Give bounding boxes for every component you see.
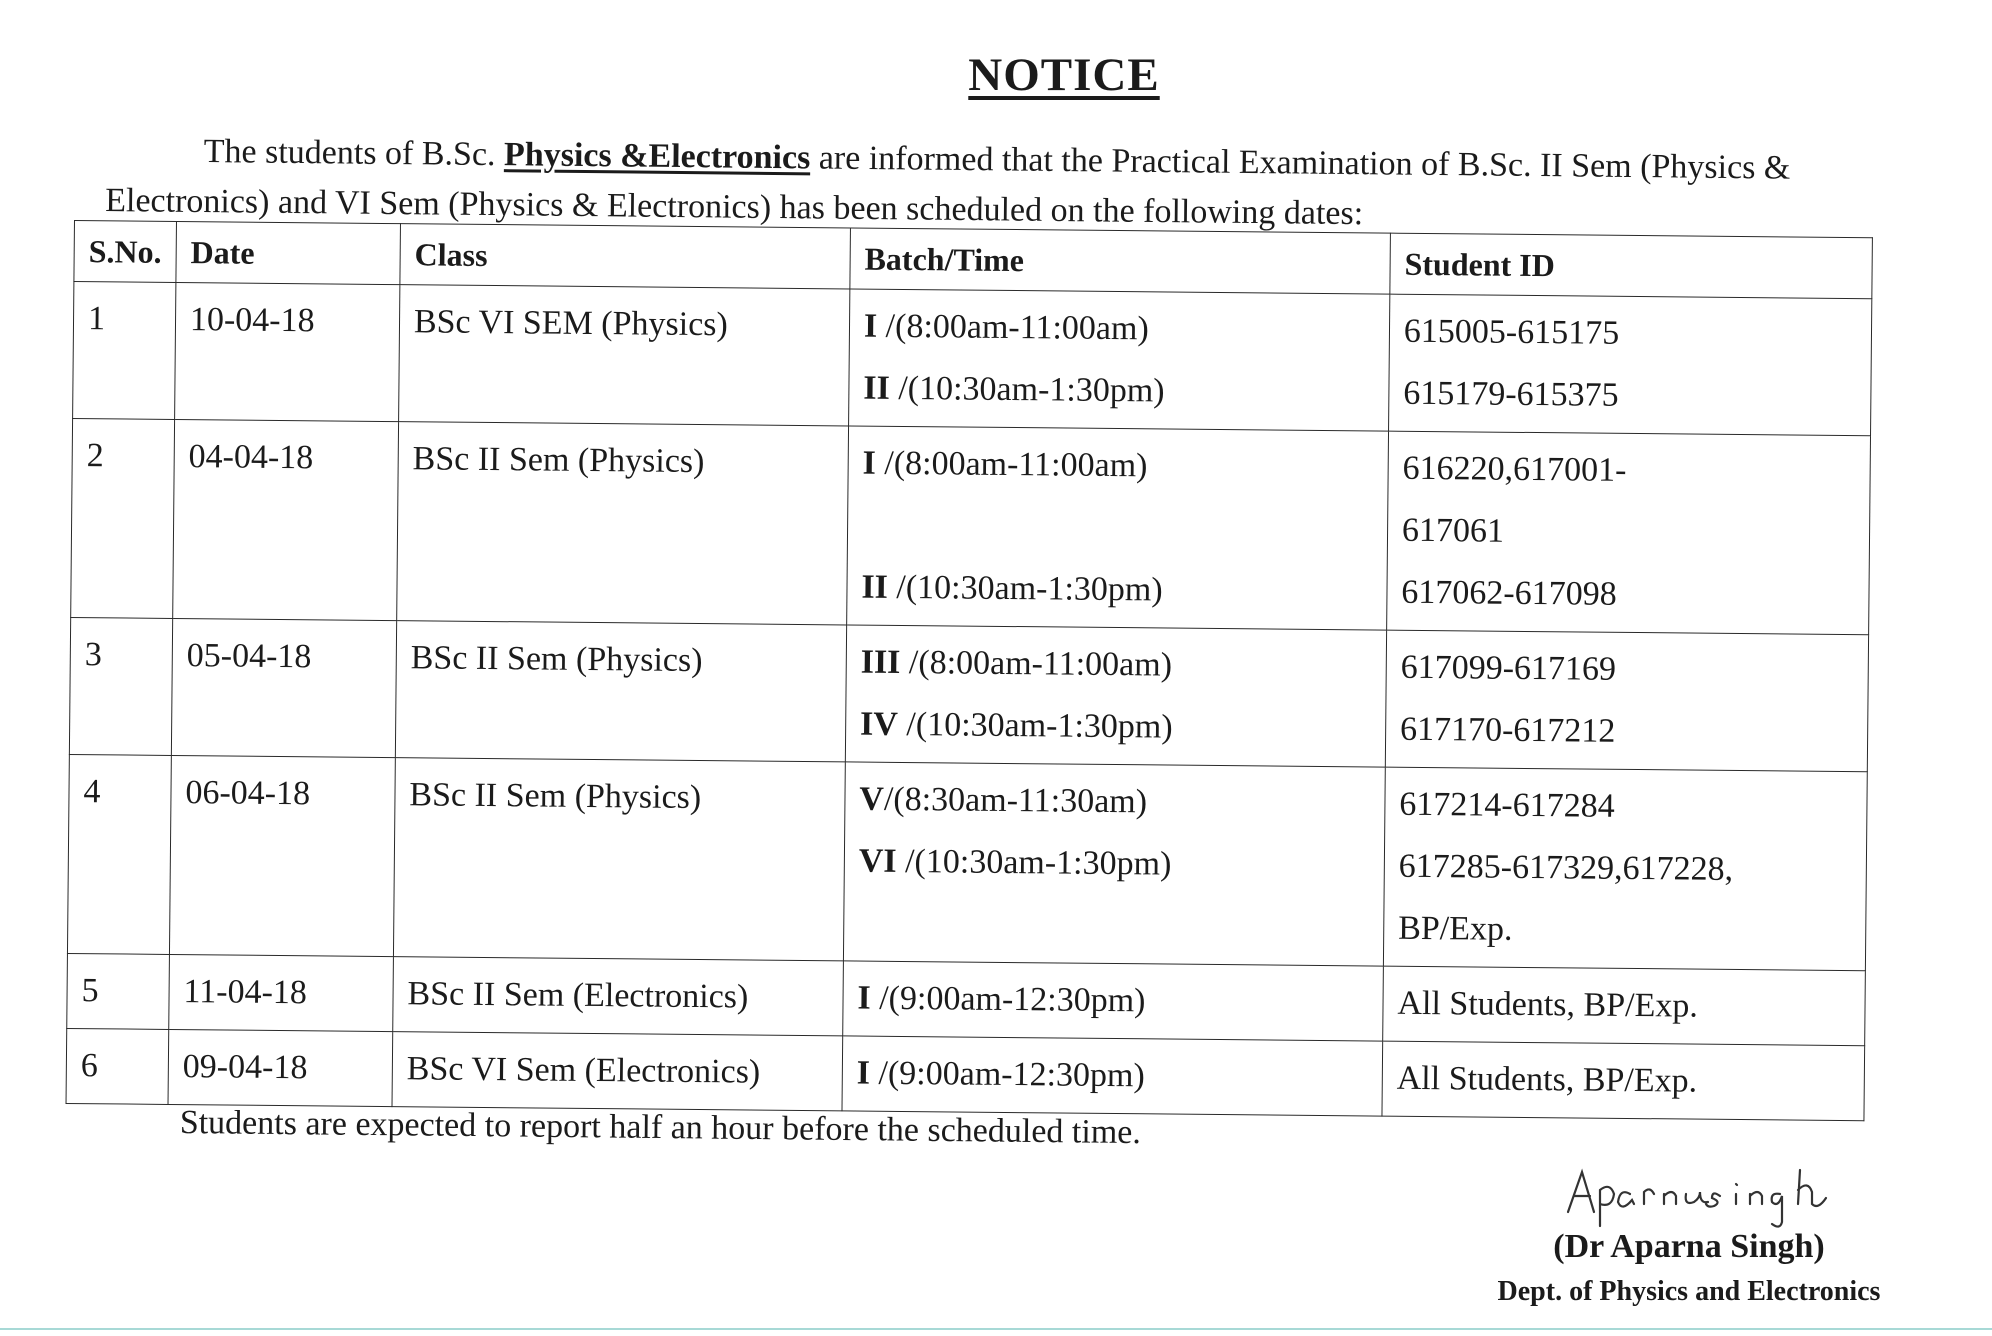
cell-date: 06-04-18: [169, 755, 395, 956]
intro-body: are informed that the Practical Examination of B.Sc. II Sem (Physics & Electronics) and VI Sem (Physics & Electronics) has been scheduled on the following dates:: [105, 139, 1791, 233]
student-id-range: 617285-617329,617228,: [1398, 847, 1734, 888]
batch-line: [864, 296, 1376, 363]
cell-class: BSc II Sem (Electronics): [393, 957, 844, 1036]
cell-class: BSc II Sem (Physics): [393, 758, 845, 961]
cell-batch-time: [847, 426, 1389, 630]
cell-date: 04-04-18: [173, 419, 399, 620]
student-id-range: BP/Exp.: [1397, 909, 1513, 948]
cell-student-id: [1382, 1041, 1865, 1121]
cell-class: BSc II Sem (Physics): [397, 422, 849, 625]
cell-sno: 2: [71, 418, 175, 618]
header-class: Class: [400, 224, 851, 289]
table-row: [71, 418, 1871, 634]
cell-sno: 1: [73, 282, 176, 420]
student-id-range: 615179-615375: [1403, 374, 1619, 414]
batch-number: II: [861, 568, 889, 606]
batch-time: /(10:30am-1:30pm): [889, 369, 1165, 410]
cell-batch-time: [842, 1036, 1383, 1116]
batch-number: I: [856, 1054, 871, 1092]
batch-line: [861, 557, 1373, 624]
signatory-name: (Dr Aparna Singh): [1553, 1228, 1825, 1265]
header-student-id: Student ID: [1390, 233, 1873, 299]
batch-line: [859, 769, 1371, 836]
cell-sno: 3: [69, 617, 172, 755]
notice-title: NOTICE: [968, 49, 1160, 101]
schedule-table: [66, 220, 1873, 1121]
batch-time: /(8:00am-11:00am): [875, 444, 1148, 485]
batch-number: I: [857, 979, 871, 1017]
cell-class: BSc II Sem (Physics): [395, 621, 846, 762]
batch-line: [863, 358, 1375, 425]
batch-time: /(9:00am-12:30pm): [870, 979, 1146, 1020]
batch-number: I: [862, 444, 877, 482]
table-row: [69, 617, 1868, 771]
header-date: Date: [176, 221, 401, 284]
cell-student-id: [1388, 294, 1871, 436]
batch-time: /(8:00am-11:00am): [900, 643, 1173, 684]
batch-number: II: [863, 369, 890, 407]
batch-time: /(10:30am-1:30pm): [887, 568, 1163, 609]
handwritten-signature: [1560, 1160, 1840, 1230]
cell-date: 11-04-18: [169, 954, 394, 1031]
student-id-range: 617214-617284: [1399, 785, 1615, 825]
cell-batch-time: [843, 762, 1385, 966]
cell-student-id: [1383, 966, 1866, 1046]
batch-time: /(9:00am-12:30pm): [869, 1054, 1145, 1095]
spacer: [862, 495, 1374, 562]
cell-date: 10-04-18: [174, 282, 399, 421]
batch-number: V: [859, 780, 885, 818]
batch-line: [860, 632, 1372, 699]
signatory-department: Dept. of Physics and Electronics: [1497, 1276, 1881, 1307]
cell-batch-time: [848, 289, 1389, 431]
header-batch-time: Batch/Time: [850, 228, 1391, 294]
batch-number: VI: [858, 842, 897, 880]
batch-time: /(10:30am-1:30pm): [896, 842, 1172, 883]
intro-department: Physics &Electronics: [503, 136, 811, 177]
cell-sno: 4: [67, 754, 171, 954]
signature-icon: [1560, 1160, 1840, 1230]
batch-line: [857, 968, 1369, 1035]
cell-sno: 6: [66, 1028, 169, 1104]
table-row: [73, 282, 1872, 436]
cell-student-id: [1387, 431, 1871, 635]
cell-student-id: [1385, 630, 1868, 772]
student-id-range: 617099-617169: [1400, 648, 1617, 688]
reporting-note: Students are expected to report half an hour before the scheduled time.: [179, 1104, 1142, 1152]
table-row: [67, 754, 1867, 970]
cell-student-id: [1383, 767, 1867, 971]
batch-number: III: [860, 643, 901, 681]
batch-time: /(8:30am-11:30am): [883, 780, 1148, 821]
student-id-range: 617061: [1401, 511, 1505, 550]
page-bottom-edge: [0, 1328, 1992, 1330]
student-id-range: 617062-617098: [1401, 573, 1617, 613]
cell-date: 09-04-18: [168, 1029, 393, 1106]
batch-line: [860, 694, 1372, 761]
batch-time: /(8:00am-11:00am): [876, 307, 1149, 348]
batch-number: I: [863, 307, 878, 345]
student-id-range: 616220,617001-: [1402, 449, 1627, 489]
cell-batch-time: [843, 961, 1384, 1041]
batch-line: [856, 1043, 1368, 1110]
batch-line: [862, 433, 1374, 500]
student-id-range: 617170-617212: [1399, 710, 1616, 750]
cell-class: BSc VI Sem (Electronics): [392, 1032, 843, 1111]
cell-class: BSc VI SEM (Physics): [398, 285, 849, 426]
batch-number: IV: [859, 705, 899, 743]
student-id-range: All Students, BP/Exp.: [1396, 1059, 1698, 1100]
batch-time: /(10:30am-1:30pm): [897, 705, 1173, 746]
header-sno: S.No.: [74, 221, 176, 283]
cell-batch-time: [845, 625, 1386, 767]
batch-line: [858, 831, 1370, 898]
student-id-range: All Students, BP/Exp.: [1397, 984, 1698, 1025]
cell-date: 05-04-18: [171, 618, 396, 757]
cell-sno: 5: [67, 953, 170, 1029]
intro-lead: The students of B.Sc.: [203, 133, 505, 174]
student-id-range: 615005-615175: [1403, 312, 1620, 352]
schedule-table-wrapper: [66, 220, 1873, 1121]
